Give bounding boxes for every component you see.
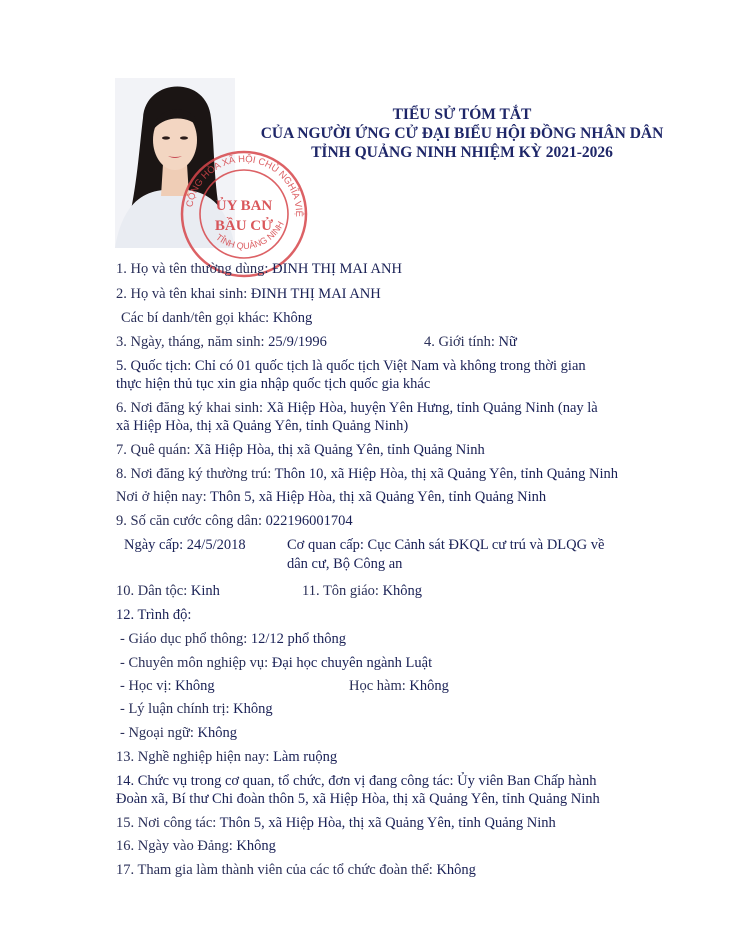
field-academic-rank: Học hàm: Không bbox=[349, 678, 449, 694]
field-occupation: 13. Nghề nghiệp hiện nay: Làm ruộng bbox=[116, 749, 338, 765]
field-nationality-line-2: thực hiện thủ tục xin gia nhập quốc tịch quốc gia khác bbox=[116, 376, 431, 392]
field-nationality-line-1: 5. Quốc tịch: Chỉ có 01 quốc tịch là quốc tịch Việt Nam và không trong thời gian bbox=[116, 358, 586, 374]
field-gender: 4. Giới tính: Nữ bbox=[424, 334, 517, 350]
field-academic-degree: - Học vị: Không bbox=[120, 678, 215, 694]
field-education-heading: 12. Trình độ: bbox=[116, 607, 192, 623]
svg-text:CỘNG HÒA XÃ HỘI CHỦ NGHĨA VIỆT: CỘNG HÒA XÃ HỘI CHỦ NGHĨA VIỆ bbox=[184, 153, 305, 218]
field-hometown: 7. Quê quán: Xã Hiệp Hòa, thị xã Quảng Yên, tỉnh Quảng Ninh bbox=[116, 442, 485, 458]
field-religion: 11. Tôn giáo: Không bbox=[302, 583, 423, 599]
field-position-line-1: 14. Chức vụ trong cơ quan, tổ chức, đơn vị đang công tác: Ủy viên Ban Chấp hành bbox=[116, 773, 597, 789]
field-position-line-2: Đoàn xã, Bí thư Chi đoàn thôn 5, xã Hiệp Hòa, thị xã Quảng Yên, tỉnh Quảng Ninh bbox=[116, 791, 600, 807]
doc-title-line-3: TỈNH QUẢNG NINH NHIỆM KỲ 2021-2026 bbox=[311, 144, 613, 161]
field-ethnicity: 10. Dân tộc: Kinh bbox=[116, 583, 220, 599]
field-id-issuer-line-2: dân cư, Bộ Công an bbox=[287, 556, 403, 572]
field-alias: Các bí danh/tên gọi khác: Không bbox=[121, 310, 313, 326]
field-foreign-language: - Ngoại ngữ: Không bbox=[120, 725, 238, 741]
field-id-issuer-line-1: Cơ quan cấp: Cục Cảnh sát ĐKQL cư trú và DLQG về bbox=[287, 537, 605, 553]
field-permanent-residence: 8. Nơi đăng ký thường trú: Thôn 10, xã Hiệp Hòa, thị xã Quảng Yên, tỉnh Quảng Ninh bbox=[116, 466, 619, 482]
field-general-education: - Giáo dục phổ thông: 12/12 phổ thông bbox=[120, 631, 346, 647]
doc-title-line-2: CỦA NGƯỜI ỨNG CỬ ĐẠI BIỂU HỘI ĐỒNG NHÂN DÂN bbox=[260, 125, 664, 142]
field-id-card: 9. Số căn cước công dân: 022196001704 bbox=[116, 513, 353, 529]
field-current-residence: Nơi ở hiện nay: Thôn 5, xã Hiệp Hòa, thị xã Quảng Yên, tỉnh Quảng Ninh bbox=[116, 489, 547, 505]
field-birth-registration-line-2: xã Hiệp Hòa, thị xã Quảng Yên, tỉnh Quảng Ninh) bbox=[116, 418, 409, 434]
field-birth-registration: 6. Nơi đăng ký khai sinh: Xã Hiệp Hòa, huyện Yên Hưng, tỉnh Quảng Ninh (nay là bbox=[116, 400, 598, 416]
field-id-issue-date: Ngày cấp: 24/5/2018 bbox=[124, 537, 246, 553]
svg-text:TỈNH QUẢNG NINH: TỈNH QUẢNG NINH bbox=[214, 219, 286, 252]
field-common-name: 1. Họ và tên thường dùng: ĐINH THỊ MAI ANH bbox=[116, 261, 402, 277]
field-organization-membership: 17. Tham gia làm thành viên của các tổ chức đoàn thể: Không bbox=[116, 862, 476, 878]
field-birth-name: 2. Họ và tên khai sinh: ĐINH THỊ MAI ANH bbox=[116, 286, 381, 302]
svg-text:ỦY BAN: ỦY BAN bbox=[215, 198, 273, 214]
field-political-theory: - Lý luận chính trị: Không bbox=[120, 701, 273, 717]
svg-text:BẦU CỬ: BẦU CỬ bbox=[214, 218, 274, 234]
field-workplace: 15. Nơi công tác: Thôn 5, xã Hiệp Hòa, thị xã Quảng Yên, tỉnh Quảng Ninh bbox=[116, 815, 556, 831]
field-date-of-birth: 3. Ngày, tháng, năm sinh: 25/9/1996 bbox=[116, 334, 327, 350]
field-professional-major: - Chuyên môn nghiệp vụ: Đại học chuyên ngành Luật bbox=[120, 655, 433, 671]
doc-title-line-1: TIỂU SỬ TÓM TẮT bbox=[392, 106, 532, 123]
field-party-admission: 16. Ngày vào Đảng: Không bbox=[116, 838, 276, 854]
